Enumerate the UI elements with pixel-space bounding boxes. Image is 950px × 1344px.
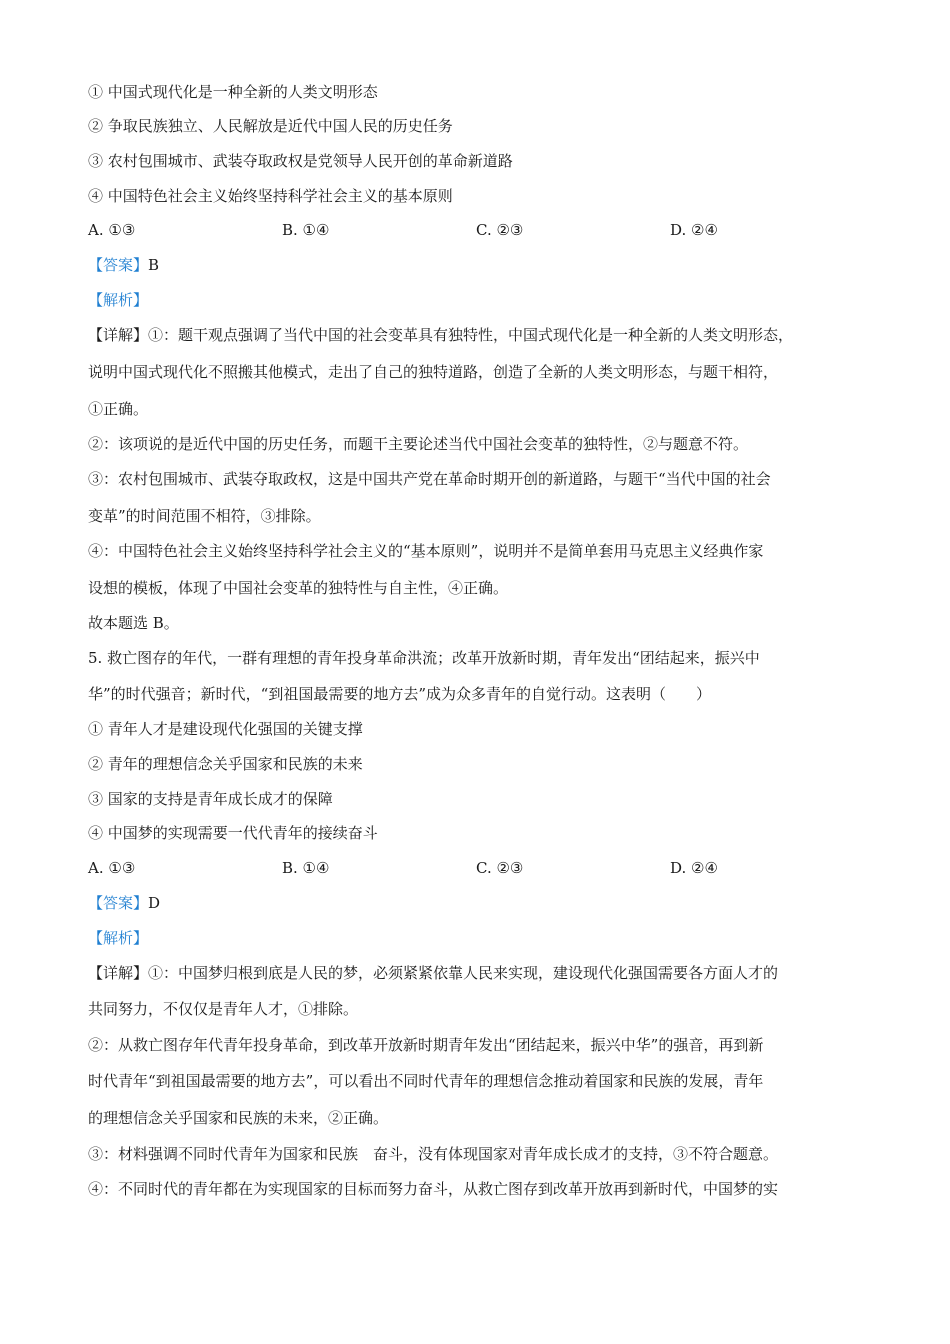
q5-option-d: D. ②④ <box>670 859 718 877</box>
q4-item-3: ③ 农村包围城市、武装夺取政权是党领导人民开创的革命新道路 <box>88 152 513 170</box>
q4-item-1: ① 中国式现代化是一种全新的人类文明形态 <box>88 83 378 101</box>
q4-detail-8: 设想的模板，体现了中国社会变革的独特性与自主性，④正确。 <box>88 579 509 597</box>
q5-detail-3: ②：从救亡图存年代青年投身革命，到改革开放新时期青年发出“团结起来，振兴中华”的强音，再到新 <box>88 1036 764 1054</box>
q5-stem-1: 5. 救亡图存的年代，一群有理想的青年投身革命洪流；改革开放新时期，青年发出“团结起来，振兴中 <box>88 649 760 667</box>
q5-detail-6: ③：材料强调不同时代青年为国家和民族 奋斗，没有体现国家对青年成长成才的支持，③不符合题意。 <box>88 1145 779 1163</box>
q4-option-d: D. ②④ <box>670 221 718 239</box>
q5-stem-2: 华”的时代强音；新时代，“到祖国最需要的地方去”成为众多青年的自觉行动。这表明（ ） <box>88 685 712 703</box>
q4-detail-1: 【详解】①：题干观点强调了当代中国的社会变革具有独特性，中国式现代化是一种全新的人类文明形态， <box>88 326 794 344</box>
answer-value: B <box>148 256 160 274</box>
q5-analysis-tag: 【解析】 <box>88 929 149 947</box>
q4-detail-5: ③：农村包围城市、武装夺取政权，这是中国共产党在革命时期开创的新道路，与题干“当代中国的社会 <box>88 470 771 488</box>
q5-item-1: ① 青年人才是建设现代化强国的关键支撑 <box>88 720 363 738</box>
q4-item-2: ② 争取民族独立、人民解放是近代中国人民的历史任务 <box>88 117 453 135</box>
q5-detail-4: 时代青年“到祖国最需要的地方去”，可以看出不同时代青年的理想信念推动着国家和民族的发展，青年 <box>88 1072 764 1090</box>
q5-option-a: A. ①③ <box>88 859 136 877</box>
q4-detail-4: ②：该项说的是近代中国的历史任务，而题干主要论述当代中国社会变革的独特性，②与题意不符。 <box>88 435 749 453</box>
q4-detail-6: 变革”的时间范围不相符，③排除。 <box>88 507 321 525</box>
q4-answer <box>88 255 159 275</box>
q4-analysis-tag: 【解析】 <box>88 291 149 309</box>
q5-detail-7: ④：不同时代的青年都在为实现国家的目标而努力奋斗，从救亡图存到改革开放再到新时代，中国梦的实 <box>88 1180 779 1198</box>
q4-options <box>88 220 864 240</box>
q5-item-4: ④ 中国梦的实现需要一代代青年的接续奋斗 <box>88 824 378 842</box>
q5-option-c: C. ②③ <box>476 859 524 877</box>
answer-tag: 【答案】 <box>88 894 149 912</box>
q4-detail-2: 说明中国式现代化不照搬其他模式，走出了自己的独特道路，创造了全新的人类文明形态，与题干相符， <box>88 363 779 381</box>
q5-item-2: ② 青年的理想信念关乎国家和民族的未来 <box>88 755 363 773</box>
q5-answer <box>88 893 160 913</box>
q4-detail-7: ④：中国特色社会主义始终坚持科学社会主义的“基本原则”，说明并不是简单套用马克思主义经典作家 <box>88 542 764 560</box>
q5-detail-5: 的理想信念关乎国家和民族的未来，②正确。 <box>88 1109 389 1127</box>
answer-value: D <box>148 894 161 912</box>
q4-option-a: A. ①③ <box>88 221 136 239</box>
q5-options <box>88 858 864 878</box>
q4-item-4: ④ 中国特色社会主义始终坚持科学社会主义的基本原则 <box>88 187 453 205</box>
q4-option-c: C. ②③ <box>476 221 524 239</box>
q5-option-b: B. ①④ <box>282 859 330 877</box>
q5-item-3: ③ 国家的支持是青年成长成才的保障 <box>88 790 333 808</box>
answer-tag: 【答案】 <box>88 256 149 274</box>
q4-detail-9: 故本题选 B。 <box>88 614 179 632</box>
q4-detail-3: ①正确。 <box>88 400 149 418</box>
q4-option-b: B. ①④ <box>282 221 330 239</box>
q5-detail-2: 共同努力，不仅仅是青年人才，①排除。 <box>88 1000 359 1018</box>
q5-detail-1: 【详解】①：中国梦归根到底是人民的梦，必须紧紧依靠人民来实现，建设现代化强国需要各方面人才的 <box>88 964 779 982</box>
